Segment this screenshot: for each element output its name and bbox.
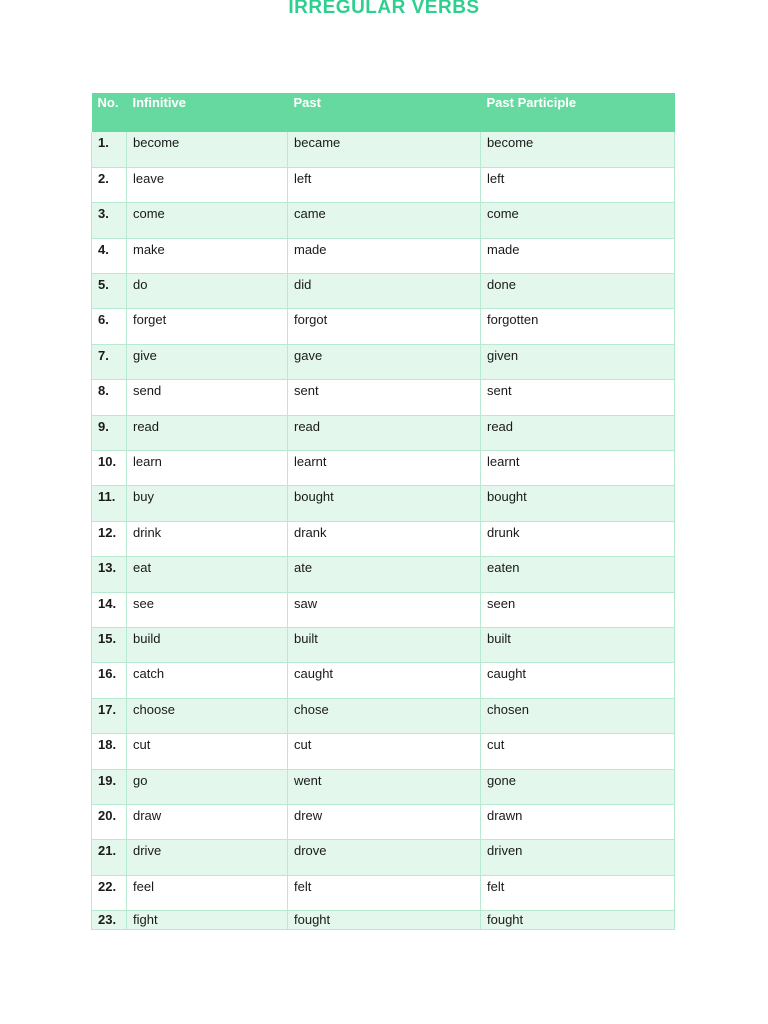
cell-infinitive: buy [127,486,288,521]
cell-no: 6. [92,309,127,344]
cell-past-participle: left [481,167,675,202]
irregular-verbs-table [91,93,675,930]
table-row [92,911,675,930]
cell-no: 2. [92,167,127,202]
cell-past: felt [288,875,481,910]
cell-no: 17. [92,698,127,733]
cell-past-participle: learnt [481,451,675,486]
table-row [92,344,675,379]
table-header-row [92,93,675,132]
cell-no: 16. [92,663,127,698]
cell-past-participle: caught [481,663,675,698]
cell-past-participle: drunk [481,521,675,556]
cell-past-participle: become [481,132,675,167]
header-no: No. [92,93,127,132]
cell-past-participle: given [481,344,675,379]
table-row [92,557,675,592]
cell-infinitive: do [127,274,288,309]
cell-infinitive: go [127,769,288,804]
cell-past-participle: fought [481,911,675,930]
cell-past: left [288,167,481,202]
cell-past: ate [288,557,481,592]
cell-no: 18. [92,734,127,769]
cell-past: saw [288,592,481,627]
header-past-participle: Past Participle [481,93,675,132]
cell-infinitive: choose [127,698,288,733]
cell-infinitive: forget [127,309,288,344]
cell-past: forgot [288,309,481,344]
cell-past: drank [288,521,481,556]
table-row [92,521,675,556]
cell-past: read [288,415,481,450]
cell-past-participle: gone [481,769,675,804]
cell-no: 21. [92,840,127,875]
cell-past-participle: seen [481,592,675,627]
cell-past-participle: sent [481,380,675,415]
cell-past: bought [288,486,481,521]
cell-infinitive: send [127,380,288,415]
cell-past-participle: bought [481,486,675,521]
cell-no: 20. [92,804,127,839]
cell-past: gave [288,344,481,379]
cell-past: sent [288,380,481,415]
cell-past: drove [288,840,481,875]
cell-past-participle: forgotten [481,309,675,344]
cell-infinitive: cut [127,734,288,769]
cell-past: fought [288,911,481,930]
cell-past-participle: driven [481,840,675,875]
cell-past-participle: drawn [481,804,675,839]
cell-infinitive: feel [127,875,288,910]
cell-past-participle: chosen [481,698,675,733]
cell-past: caught [288,663,481,698]
cell-infinitive: make [127,238,288,273]
cell-past: did [288,274,481,309]
table-row [92,203,675,238]
cell-past: went [288,769,481,804]
cell-no: 12. [92,521,127,556]
cell-infinitive: read [127,415,288,450]
cell-infinitive: learn [127,451,288,486]
cell-no: 3. [92,203,127,238]
cell-past: became [288,132,481,167]
table-row [92,415,675,450]
cell-past-participle: done [481,274,675,309]
cell-infinitive: catch [127,663,288,698]
table-row [92,769,675,804]
cell-no: 19. [92,769,127,804]
table-row [92,592,675,627]
cell-past-participle: cut [481,734,675,769]
cell-infinitive: fight [127,911,288,930]
cell-infinitive: build [127,627,288,662]
cell-no: 22. [92,875,127,910]
table-row [92,627,675,662]
table-row [92,380,675,415]
cell-past-participle: eaten [481,557,675,592]
table-row [92,486,675,521]
table-row [92,840,675,875]
cell-past-participle: felt [481,875,675,910]
cell-past-participle: built [481,627,675,662]
cell-no: 13. [92,557,127,592]
cell-past-participle: read [481,415,675,450]
cell-no: 23. [92,911,127,930]
table-row [92,309,675,344]
cell-past-participle: come [481,203,675,238]
cell-no: 4. [92,238,127,273]
cell-past: cut [288,734,481,769]
table-row [92,132,675,167]
cell-past: drew [288,804,481,839]
table-row [92,167,675,202]
cell-no: 5. [92,274,127,309]
cell-no: 14. [92,592,127,627]
table-row [92,238,675,273]
cell-infinitive: come [127,203,288,238]
cell-past: learnt [288,451,481,486]
cell-infinitive: drink [127,521,288,556]
cell-infinitive: draw [127,804,288,839]
cell-no: 1. [92,132,127,167]
cell-no: 7. [92,344,127,379]
table-row [92,698,675,733]
table-row [92,804,675,839]
cell-past-participle: made [481,238,675,273]
cell-past: made [288,238,481,273]
cell-past: chose [288,698,481,733]
cell-no: 10. [92,451,127,486]
cell-infinitive: see [127,592,288,627]
header-infinitive: Infinitive [127,93,288,132]
cell-no: 11. [92,486,127,521]
table-row [92,451,675,486]
cell-infinitive: eat [127,557,288,592]
table-row [92,875,675,910]
cell-no: 9. [92,415,127,450]
table-row [92,734,675,769]
cell-no: 15. [92,627,127,662]
cell-no: 8. [92,380,127,415]
table-row [92,274,675,309]
header-past: Past [288,93,481,132]
cell-past: came [288,203,481,238]
table-row [92,663,675,698]
cell-infinitive: become [127,132,288,167]
cell-infinitive: leave [127,167,288,202]
page-title: IRREGULAR VERBS [288,0,480,18]
cell-past: built [288,627,481,662]
cell-infinitive: drive [127,840,288,875]
cell-infinitive: give [127,344,288,379]
